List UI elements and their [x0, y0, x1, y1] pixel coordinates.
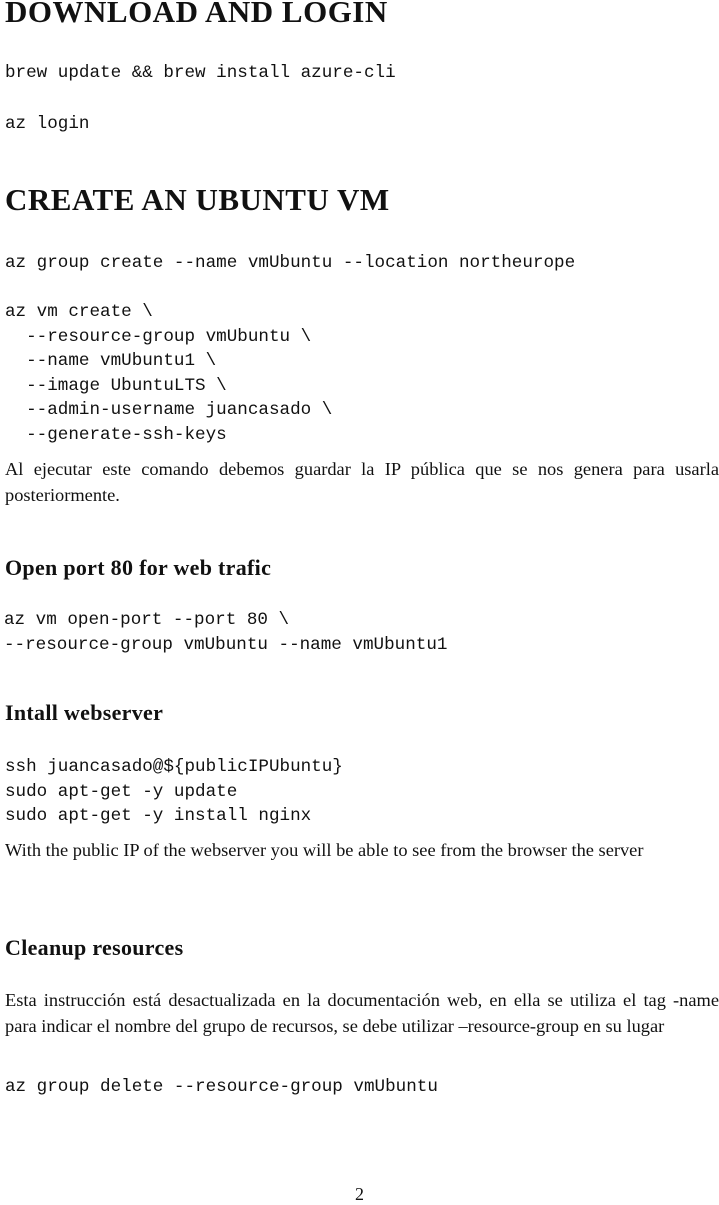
heading-open-port: Open port 80 for web trafic	[5, 555, 272, 580]
heading-install-webserver: Intall webserver	[5, 700, 164, 725]
heading-create-ubuntu-vm: CREATE AN UBUNTU VM	[5, 182, 390, 217]
code-brew-install: brew update && brew install azure-cli	[5, 63, 396, 83]
code-open-port: az vm open-port --port 80 \ --resource-group vmUbuntu --name vmUbuntu1	[4, 610, 448, 655]
paragraph-cleanup-note: Esta instrucción está desactualizada en la documentación web, en ella se utiliza el tag -name para indicar el nombre del grupo de recursos, se debe utilizar –resource-group en su lugar	[5, 990, 719, 1036]
paragraph-public-ip-browser: With the public IP of the webserver you will be able to see from the browser the server	[5, 840, 644, 860]
code-vm-create: az vm create \ --resource-group vmUbuntu \ --name vmUbuntu1 \ --image UbuntuLTS \ --admin-username juancasado \ --generate-ssh-keys	[5, 302, 333, 445]
heading-cleanup-resources: Cleanup resources	[5, 935, 184, 960]
code-az-login: az login	[5, 114, 90, 134]
heading-download-and-login: DOWNLOAD AND LOGIN	[5, 0, 388, 29]
code-group-create: az group create --name vmUbuntu --location northeurope	[5, 253, 576, 273]
page-number: 2	[355, 1184, 364, 1204]
code-group-delete: az group delete --resource-group vmUbuntu	[5, 1077, 438, 1097]
paragraph-public-ip: Al ejecutar este comando debemos guardar la IP pública que se nos genera para usarla posteriormente.	[5, 459, 719, 505]
code-install-nginx: ssh juancasado@${publicIPUbuntu} sudo apt-get -y update sudo apt-get -y install nginx	[5, 757, 343, 827]
